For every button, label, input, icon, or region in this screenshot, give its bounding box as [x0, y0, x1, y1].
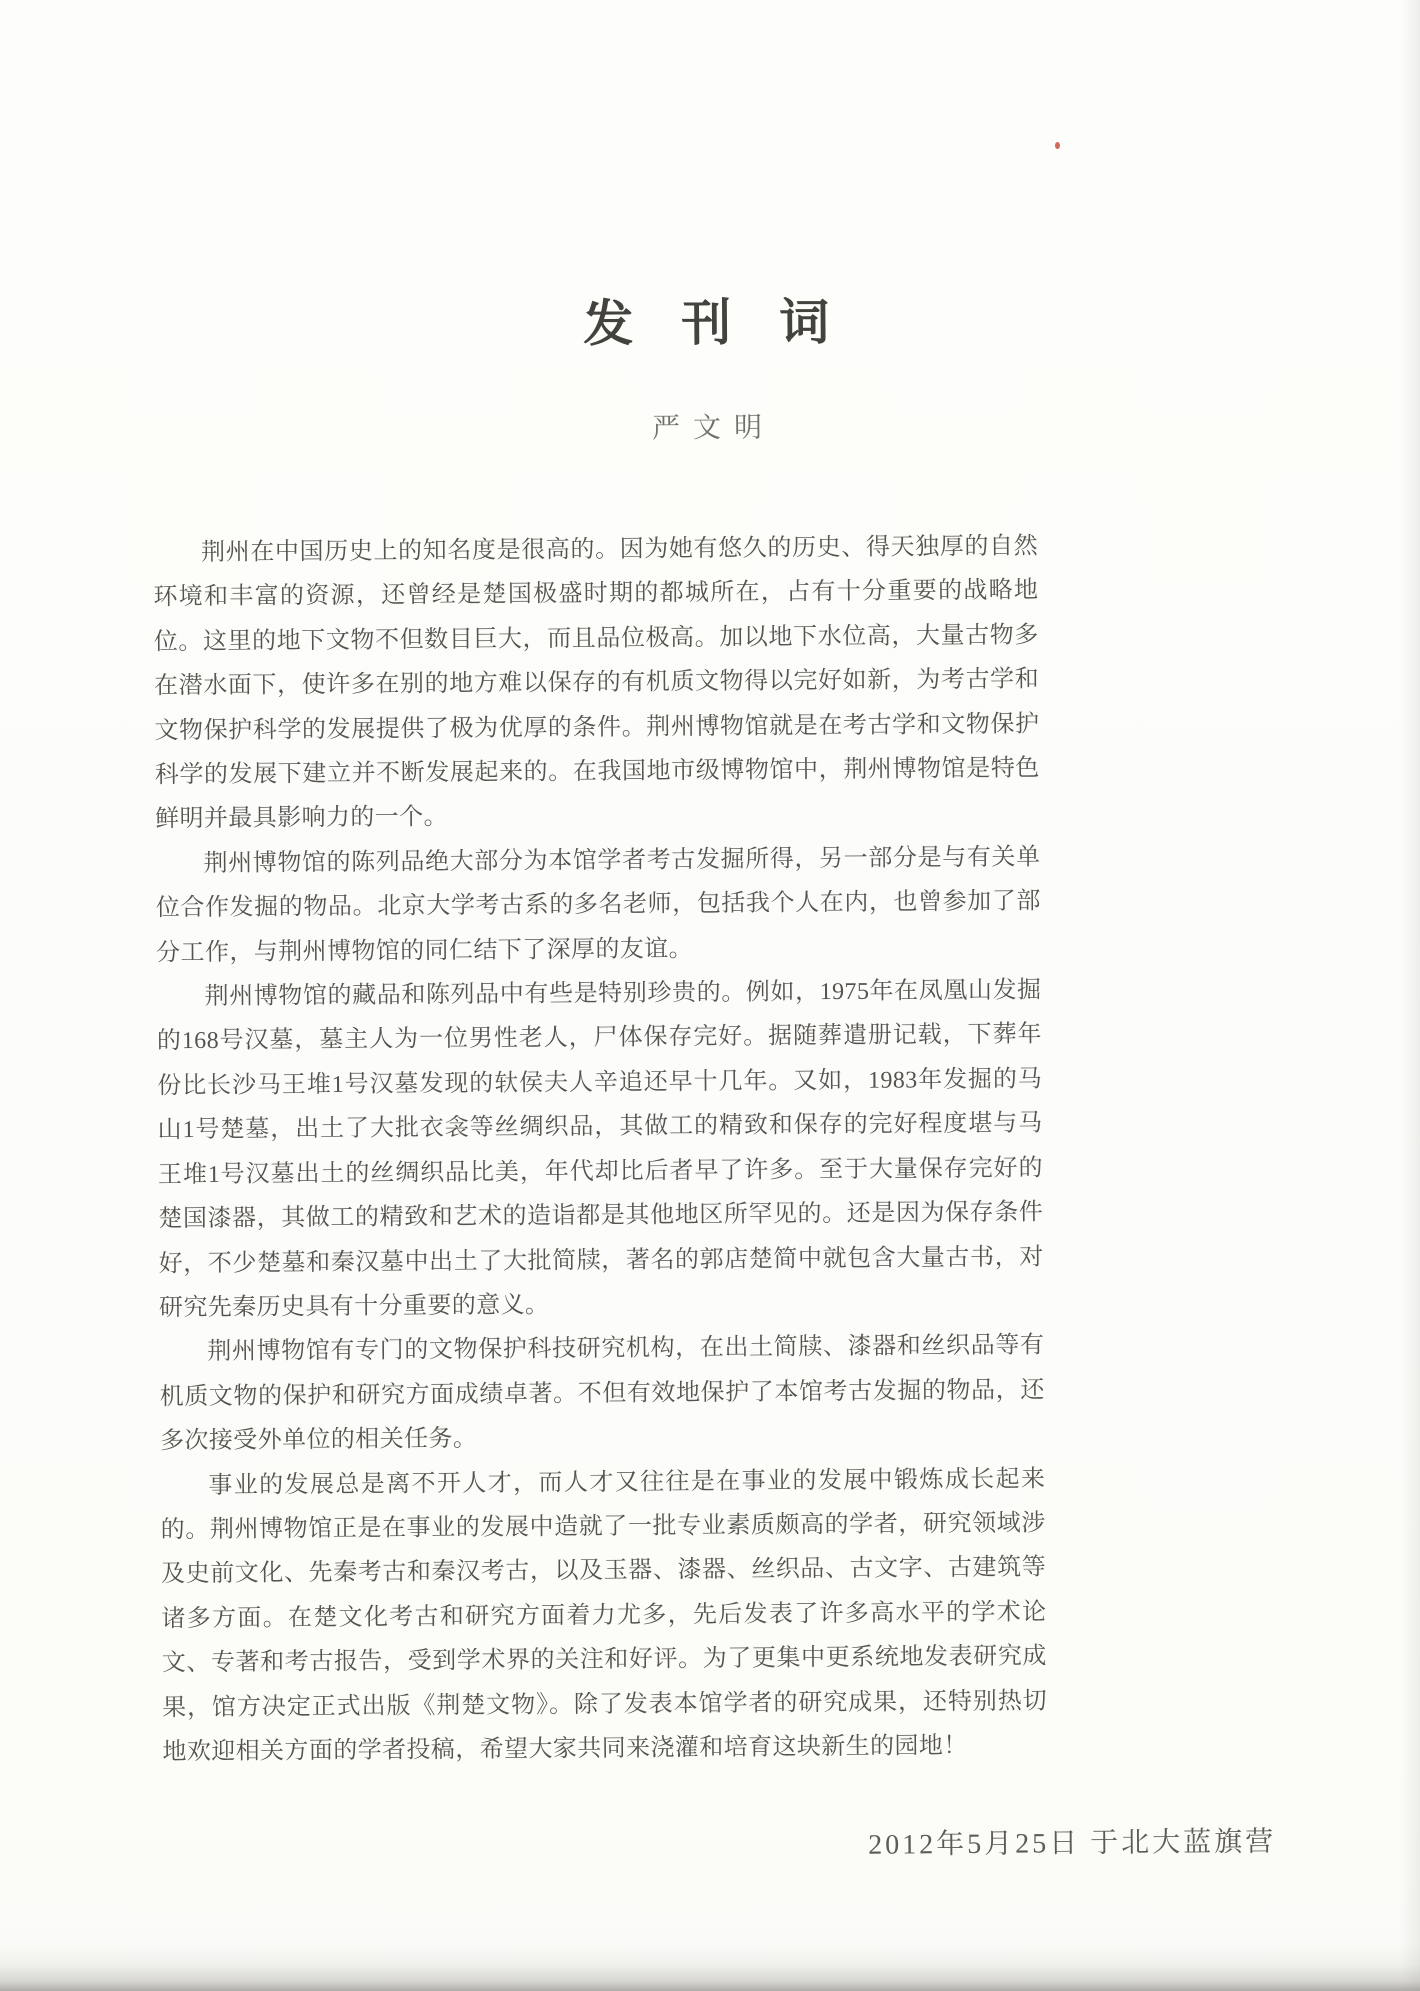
page-title: 发刊词: [583, 293, 878, 352]
paragraph-5: 事业的发展总是离不开人才，而人才又往往是在事业的发展中锻炼成长起来的。荆州博物馆正是在事业的发展中造就了一批专业素质颇高的学者，研究领域涉及史前文化、先秦考古和秦汉考古，以及玉器、漆器、丝织品、古文字、古建筑等诸多方面。在楚文化考古和研究方面着力尤多，先后发表了许多高水平的学术论文、专著和考古报告，受到学术界的关注和好评。为了更集中更系统地发表研究成果，馆方决定正式出版《荆楚文物》。除了发表本馆学者的研究成果，还特别热切地欢迎相关方面的学者投稿，希望大家共同来浇灌和培育这块新生的园地！: [160, 1465, 1048, 1766]
dateline: 2012年5月25日 于北大蓝旗营: [868, 1826, 1277, 1861]
paragraph-4: 荆州博物馆有专门的文物保护科技研究机构，在出土简牍、漆器和丝织品等有机质文物的保护和研究方面成绩卓著。不但有效地保护了本馆考古发掘的物品，还多次接受外单位的相关任务。: [159, 1332, 1045, 1455]
paragraph-2: 荆州博物馆的陈列品绝大部分为本馆学者考古发掘所得，另一部分是与有关单位合作发掘的物品。北京大学考古系的多名老师，包括我个人在内，也曾参加了部分工作，与荆州博物馆的同仁结下了深厚的友谊。: [155, 844, 1041, 967]
scan-artifact-speck: [1055, 142, 1060, 149]
paragraph-3: 荆州博物馆的藏品和陈列品中有些是特别珍贵的。例如，1975年在凤凰山发掘的168号汉墓，墓主人为一位男性老人，尸体保存完好。据随葬遣册记载，下葬年份比长沙马王堆1号汉墓发现的轪侯夫人辛追还早十几年。又如，1983年发掘的马山1号楚墓，出土了大批衣衾等丝绸织品，其做工的精致和保存的完好程度堪与马王堆1号汉墓出土的丝绸织品比美，年代却比后者早了许多。至于大量保存完好的楚国漆器，其做工的精致和艺术的造诣都是其他地区所罕见的。还是因为保存条件好，不少楚墓和秦汉墓中出土了大批简牍，著名的郭店楚简中就包含大量古书，对研究先秦历史具有十分重要的意义。: [156, 977, 1044, 1322]
paragraph-1: 荆州在中国历史上的知名度是很高的。因为她有悠久的历史、得天独厚的自然环境和丰富的资源，还曾经是楚国极盛时期的都城所在，占有十分重要的战略地位。这里的地下文物不但数目巨大，而且品位极高。加以地下水位高，大量古物多在潜水面下，使许多在别的地方难以保存的有机质文物得以完好如新，为考古学和文物保护科学的发展提供了极为优厚的条件。荆州博物馆就是在考古学和文物保护科学的发展下建立并不断发展起来的。在我国地市级博物馆中，荆州博物馆是特色鲜明并最具影响力的一个。: [153, 533, 1040, 833]
author-name: 严文明: [651, 412, 776, 445]
document-body: [153, 524, 1048, 1774]
